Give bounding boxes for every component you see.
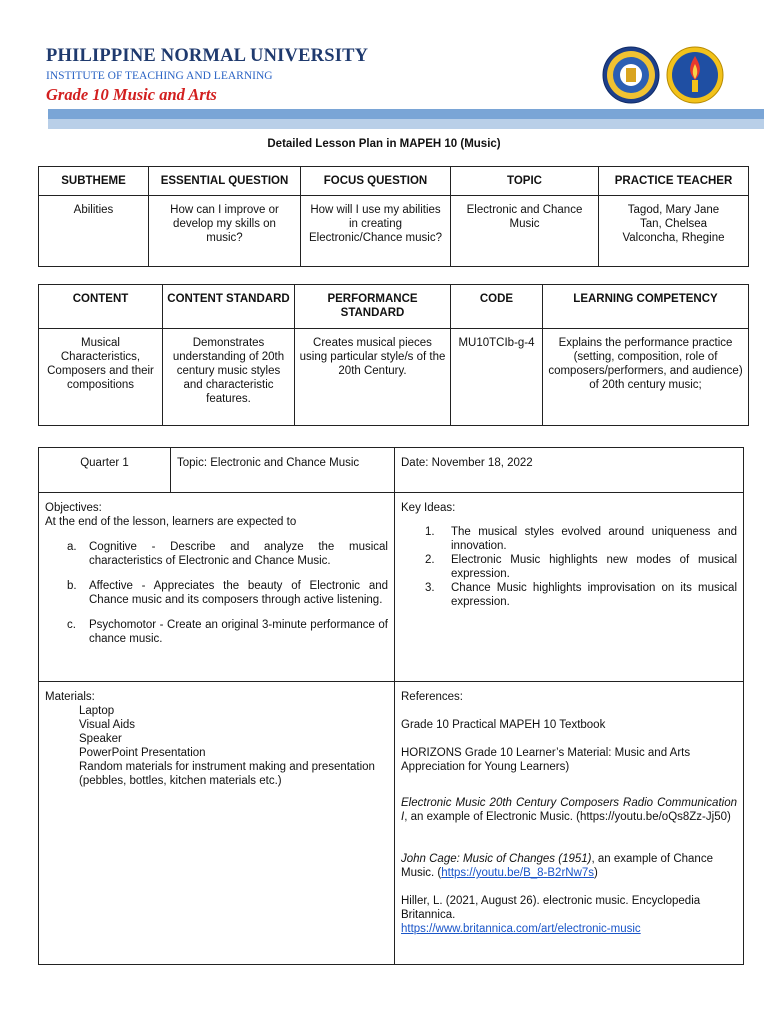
table-row [39,329,749,426]
code-cell: MU10TCIb-g-4 [451,329,543,426]
reference-item [401,852,737,880]
pnu-seal-icon [602,46,660,104]
materials-cell [39,682,395,965]
key-idea-text: Chance Music highlights improvisation on its musical expression. [451,582,737,608]
plan-topic-cell: Topic: Electronic and Chance Music [171,448,395,493]
key-idea-number: 3. [425,582,435,594]
page-header [46,46,726,110]
table-row [39,196,749,267]
content-cell: Musical Characteristics, Composers and their compositions [39,329,163,426]
header-topic: TOPIC [451,167,599,196]
list-item [401,553,737,581]
lesson-plan-table [38,447,744,965]
quarter-cell: Quarter 1 [39,448,171,493]
list-item [45,579,388,607]
subtheme-cell: Abilities [39,196,149,267]
university-name: PHILIPPINE NORMAL UNIVERSITY [46,46,369,66]
table-row [39,448,744,493]
objective-letter: a. [67,541,77,553]
reference-text: Hiller, L. (2021, August 26). electronic music. Encyclopedia Britannica. [401,895,701,921]
list-item [401,525,737,553]
teacher-name: Tan, Chelsea [639,218,708,230]
practice-teacher-cell [599,196,749,267]
list-item [45,540,388,568]
header-practice-teacher: PRACTICE TEACHER [599,167,749,196]
list-item: Speaker [79,733,122,745]
reference-text: , an example of Electronic Music. (https://youtu.be/oQs8Zz-Jj50) [404,811,731,823]
reference-item: Grade 10 Practical MAPEH 10 Textbook [401,719,606,731]
table-row [39,493,744,682]
objective-text: Cognitive - Describe and analyze the musical characteristics of Electronic and Chance Music. [89,541,388,567]
key-ideas-cell [395,493,744,682]
objectives-intro: At the end of the lesson, learners are expected to [45,516,297,528]
key-ideas-label: Key Ideas: [401,502,456,514]
header-learning-competency: LEARNING COMPETENCY [543,285,749,329]
reference-item [401,894,737,936]
objectives-cell [39,493,395,682]
objective-text: Affective - Appreciates the beauty of Electronic and Chance music and its composers through active listening. [89,580,388,606]
standards-table [38,284,749,426]
objective-text: Psychomotor - Create an original 3-minute performance of chance music. [89,619,388,645]
list-item [45,618,388,646]
reference-text: ) [594,867,598,879]
list-item: Visual Aids [79,719,136,731]
header-focus-question: FOCUS QUESTION [301,167,451,196]
list-item [401,581,737,609]
header-performance-standard: PERFORMANCE STANDARD [295,285,451,329]
reference-link[interactable]: https://www.britannica.com/art/electronic-music [401,923,641,935]
date-cell: Date: November 18, 2022 [395,448,744,493]
header-essential-question: ESSENTIAL QUESTION [149,167,301,196]
teacher-name: Valconcha, Rhegine [622,232,725,244]
reference-item [401,796,737,824]
table-row [39,682,744,965]
objective-letter: b. [67,580,77,592]
overview-table [38,166,749,267]
document-title: Detailed Lesson Plan in MAPEH 10 (Music) [267,138,501,150]
reference-link[interactable]: https://youtu.be/B_8-B2rNw7s [441,867,595,879]
key-idea-text: Electronic Music highlights new modes of musical expression. [451,554,737,580]
list-item: PowerPoint Presentation [79,747,206,759]
key-idea-number: 1. [425,526,435,538]
header-subtheme: SUBTHEME [39,167,149,196]
objective-letter: c. [67,619,76,631]
teacher-name: Tagod, Mary Jane [627,204,720,216]
reference-text: , an example of Chance Music. ( [401,853,713,879]
focus-question-cell: How will I use my abilities in creating Electronic/Chance music? [301,196,451,267]
pnu-logo-icon [666,46,724,104]
references-cell [395,682,744,965]
materials-label: Materials: [45,691,95,703]
institute-name: INSTITUTE OF TEACHING AND LEARNING [46,70,273,82]
header-content-standard: CONTENT STANDARD [163,285,295,329]
table-header-row [39,167,749,196]
header-rule-light [48,119,764,129]
reference-title: John Cage: Music of Changes (1951) [401,853,592,865]
grade-subject: Grade 10 Music and Arts [46,85,217,104]
reference-item: HORIZONS Grade 10 Learner’s Material: Music and Arts Appreciation for Young Learners) [401,747,691,773]
list-item: Laptop [79,705,115,717]
key-idea-number: 2. [425,554,435,566]
topic-cell: Electronic and Chance Music [451,196,599,267]
header-code: CODE [451,285,543,329]
reference-title: Electronic Music 20th Century Composers Radio Communication I [401,797,737,823]
list-item: Random materials for instrument making and presentation (pebbles, bottles, kitchen materials etc.) [79,761,375,787]
performance-standard-cell: Creates musical pieces using particular style/s of the 20th Century. [295,329,451,426]
key-idea-text: The musical styles evolved around uniqueness and innovation. [451,526,737,552]
materials-list [45,704,388,788]
header-rule-dark [48,109,764,119]
references-label: References: [401,691,464,703]
essential-question-cell: How can I improve or develop my skills on music? [149,196,301,267]
content-standard-cell: Demonstrates understanding of 20th century music styles and characteristic features. [163,329,295,426]
objectives-label: Objectives: [45,502,102,514]
learning-competency-cell: Explains the performance practice (setting, composition, role of composers/performers, and audience) of 20th century music; [543,329,749,426]
table-header-row [39,285,749,329]
header-content: CONTENT [39,285,163,329]
